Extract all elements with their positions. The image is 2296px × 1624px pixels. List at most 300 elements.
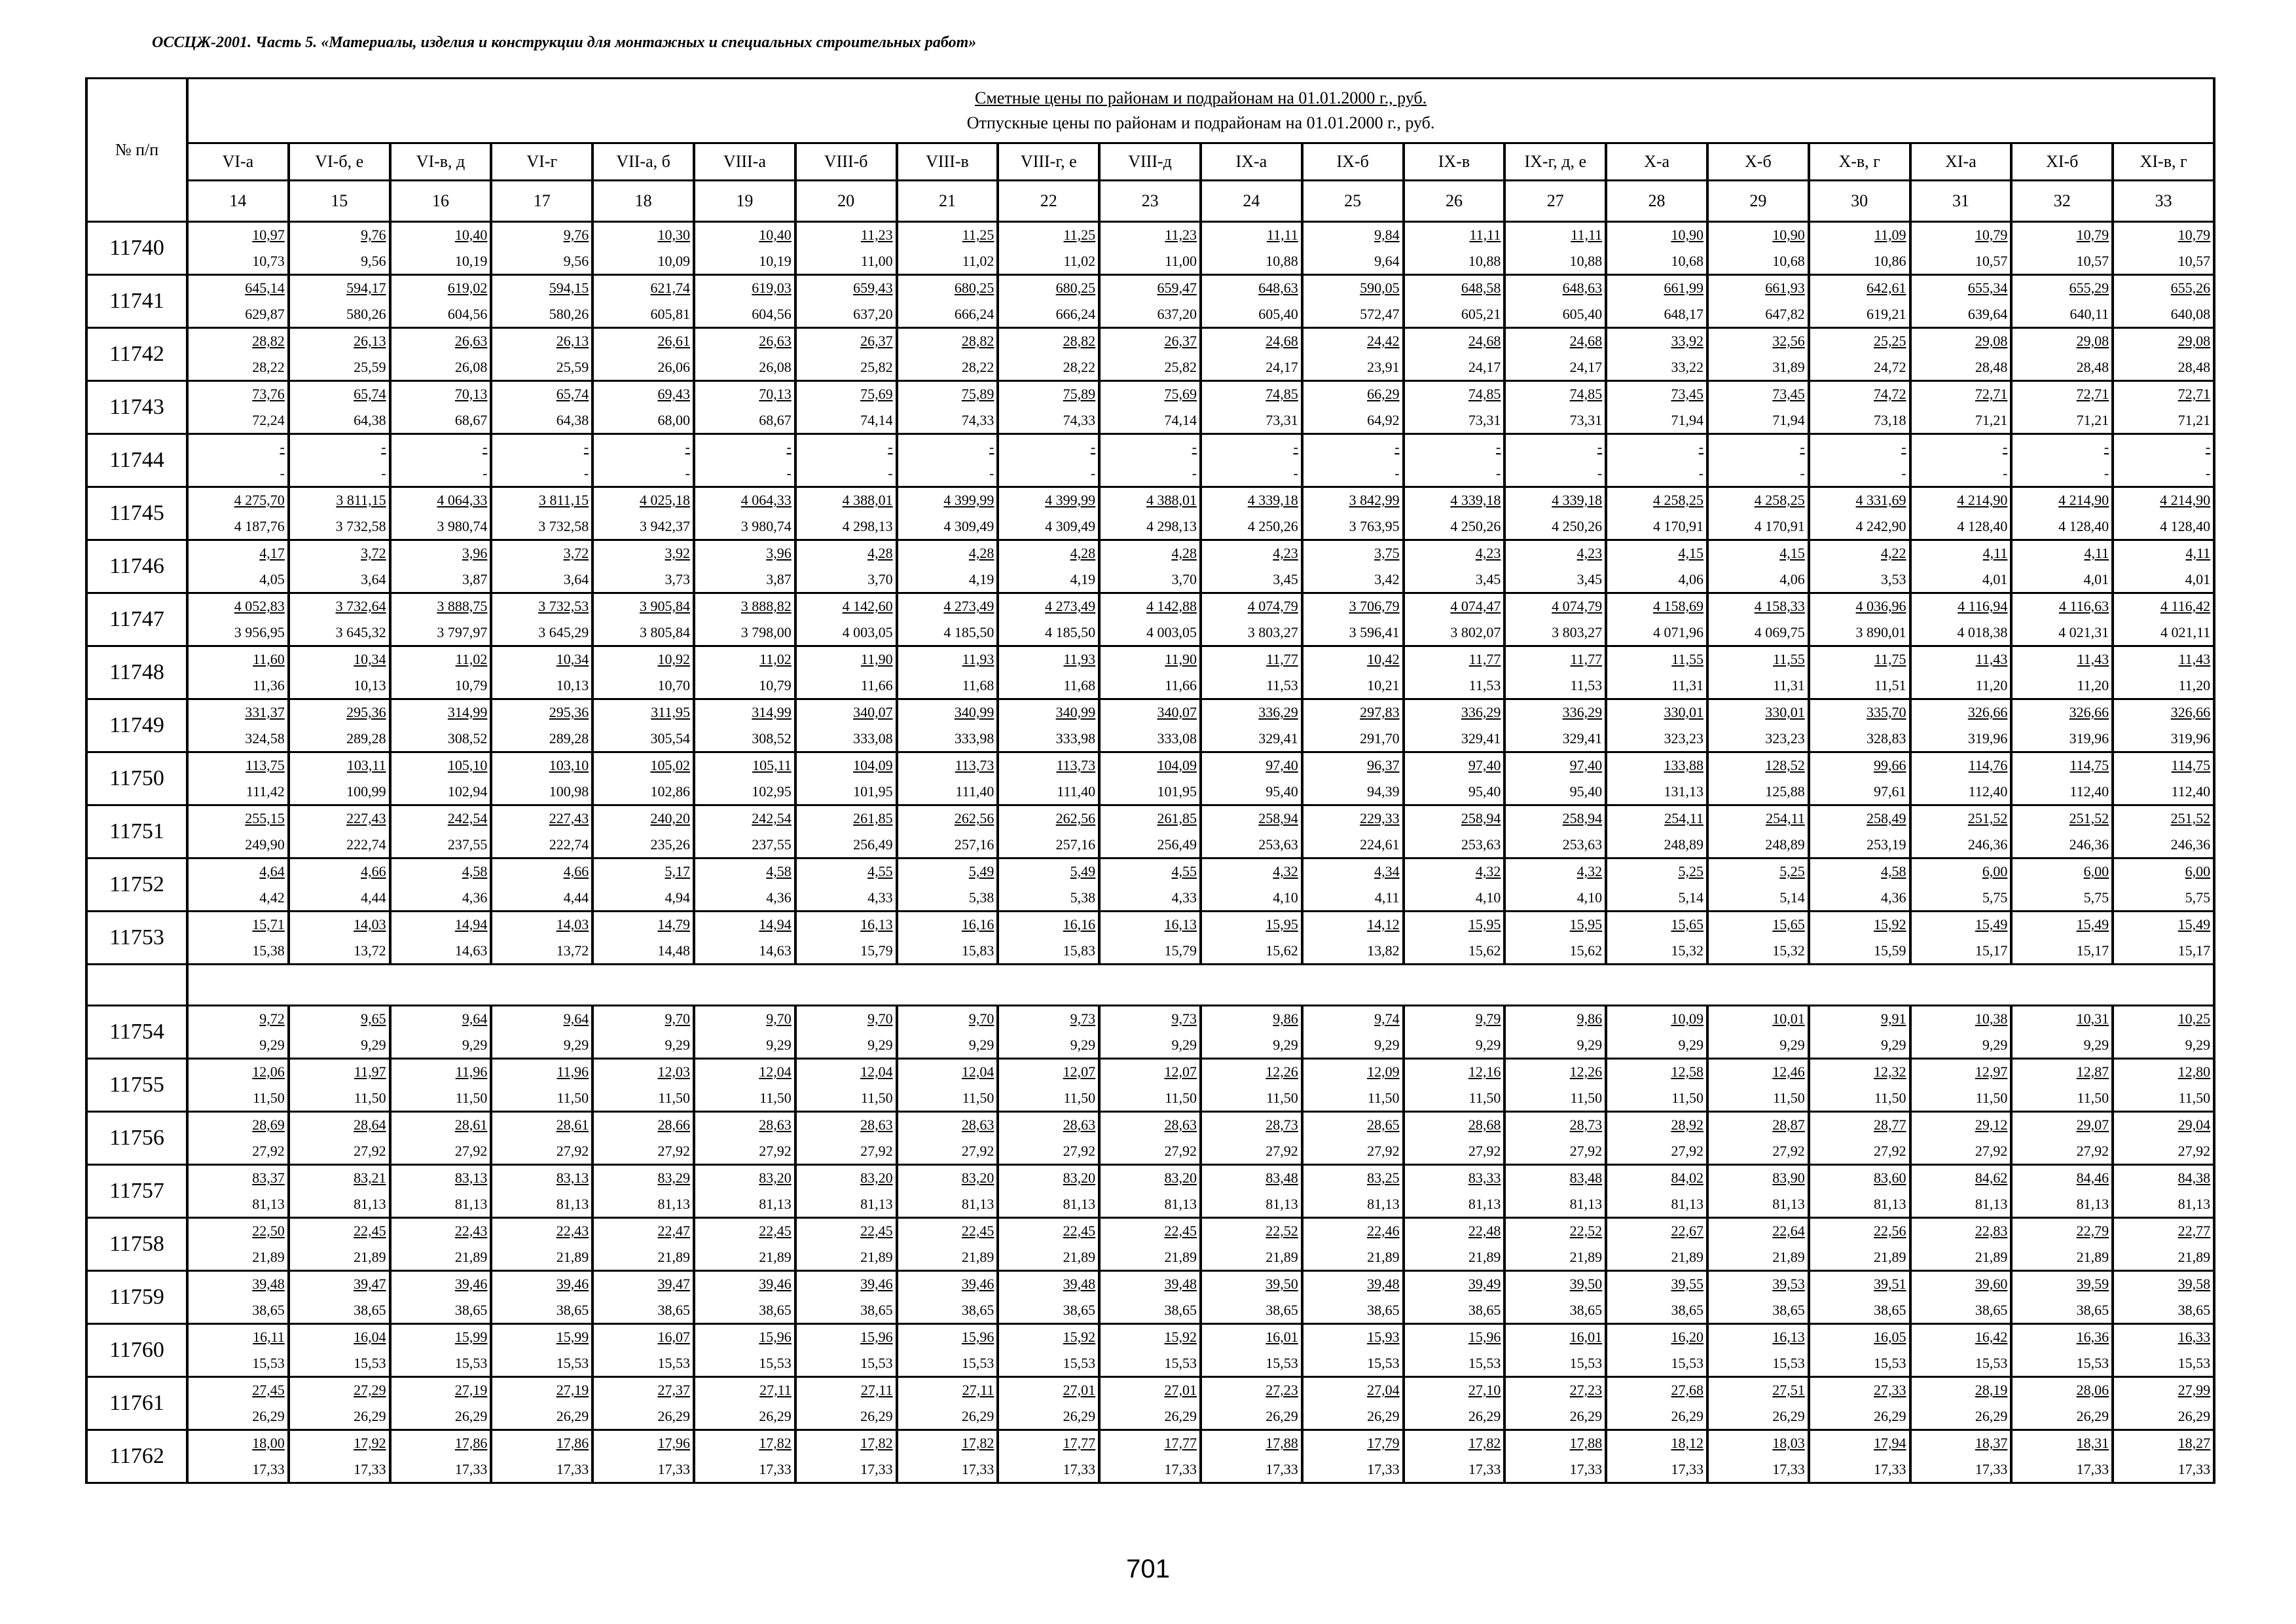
price-cell [795,487,897,540]
release-price: 10,79 [759,677,792,693]
price-cell [289,805,390,858]
release-price: 13,72 [354,942,386,959]
price-cell [1302,1112,1404,1165]
estimate-price: 4 399,99 [1045,492,1096,508]
price-cell [187,593,289,646]
price-cell [1707,752,1809,805]
estimate-price: 74,85 [1468,386,1501,402]
estimate-price: 105,11 [752,757,792,773]
release-price: 3 890,01 [1855,624,1906,640]
estimate-price: 11,96 [455,1063,488,1080]
estimate-price: 4 339,18 [1552,492,1603,508]
release-price: - [2003,465,2008,481]
price-cell [1504,1112,1606,1165]
estimate-price: 4,11 [2084,545,2109,561]
release-price: 4,11 [1374,889,1400,906]
price-cell [289,1430,390,1483]
release-price: 237,55 [752,836,792,853]
estimate-price: 83,20 [1164,1170,1197,1186]
release-price: 11,00 [1165,253,1197,269]
release-price: 605,21 [1461,306,1501,322]
estimate-price: 3,96 [766,545,792,561]
release-price: 38,65 [1164,1302,1197,1318]
price-cell [592,540,694,593]
price-cell [2011,1006,2113,1059]
estimate-price: 9,65 [361,1010,386,1027]
price-cell [795,1165,897,1218]
table-row [86,328,2214,381]
estimate-price: 105,02 [650,757,690,773]
release-price: 17,33 [860,1461,893,1477]
price-cell [491,1112,592,1165]
estimate-price: 17,94 [1874,1435,1906,1451]
release-price: 17,33 [1367,1461,1400,1477]
district-header-row [86,143,2214,181]
release-price: 3,73 [665,571,690,587]
release-price: 10,57 [2076,253,2109,269]
release-price: 11,50 [253,1090,285,1106]
release-price: 26,29 [252,1408,285,1424]
estimate-price: 330,01 [1765,704,1805,720]
price-cell [390,1112,492,1165]
price-cell [795,222,897,275]
release-price: 4 250,26 [1450,518,1501,534]
release-price: 3,70 [867,571,893,587]
estimate-price: 15,49 [2178,916,2211,932]
release-price: 38,65 [556,1302,589,1318]
estimate-price: 11,11 [1469,227,1501,243]
estimate-price: 661,93 [1765,280,1805,296]
price-cell [1606,752,1707,805]
item-code: 11746 [86,540,187,593]
estimate-price: 5,17 [665,863,690,879]
column-number: 15 [289,181,390,222]
release-price: 4,36 [462,889,488,906]
price-cell [694,1006,795,1059]
estimate-price: 27,23 [1266,1382,1298,1398]
release-price: 81,13 [657,1196,690,1212]
estimate-price: 15,92 [1874,916,1906,932]
release-price: 38,65 [657,1302,690,1318]
release-price: 11,50 [1570,1090,1603,1106]
price-cell [187,1430,289,1483]
estimate-price: 10,40 [759,227,792,243]
price-cell [289,752,390,805]
price-cell [592,912,694,965]
release-price: 4,01 [2185,571,2211,587]
estimate-price: 11,97 [354,1063,386,1080]
release-price: 4 128,40 [1957,518,2008,534]
price-cell [1404,805,1505,858]
estimate-price: 4 273,49 [1045,598,1096,614]
price-cell [1809,275,1910,328]
price-cell [1809,805,1910,858]
release-price: 11,50 [962,1090,994,1106]
estimate-price: 4 116,94 [1958,598,2008,614]
release-price: 5,14 [1678,889,1704,906]
release-price: 639,64 [1967,306,2008,322]
estimate-price: 4 074,79 [1247,598,1298,614]
estimate-price: 27,45 [252,1382,285,1398]
estimate-price: 28,82 [252,333,285,349]
price-cell [289,540,390,593]
release-price: 14,63 [759,942,792,959]
price-cell [2011,1271,2113,1324]
price-cell [1099,275,1201,328]
release-price: 319,96 [2170,730,2211,747]
estimate-price: 22,45 [1164,1223,1197,1239]
release-price: 24,72 [1874,359,1906,375]
release-price: 329,41 [1258,730,1298,747]
price-cell [592,1218,694,1271]
estimate-price: 12,04 [759,1063,792,1080]
estimate-price: - [483,439,488,455]
price-cell [390,222,492,275]
price-cell [1404,222,1505,275]
price-cell [491,222,592,275]
price-cell [390,858,492,912]
estimate-price: 258,94 [1461,810,1501,826]
table-row [86,1218,2214,1271]
estimate-price: 83,60 [1874,1170,1906,1186]
price-cell [1809,1112,1910,1165]
column-number: 30 [1809,181,1910,222]
price-cell [1504,699,1606,752]
price-cell [592,805,694,858]
item-code: 11753 [86,912,187,965]
price-cell [187,912,289,965]
estimate-price: 22,67 [1671,1223,1704,1239]
release-price: 3 596,41 [1349,624,1400,640]
price-cell [2011,912,2113,965]
estimate-price: 311,95 [651,704,690,720]
release-price: 3 645,32 [335,624,386,640]
release-price: 102,95 [752,783,792,800]
estimate-price: 27,11 [759,1382,792,1398]
release-price: 131,13 [1664,783,1704,800]
price-cell [187,275,289,328]
release-price: 640,08 [2170,306,2211,322]
release-price: 15,53 [759,1355,792,1371]
estimate-price: 659,43 [853,280,893,296]
estimate-price: 83,33 [1468,1170,1501,1186]
release-price: 15,17 [2178,942,2211,959]
price-cell [187,222,289,275]
estimate-price: 32,56 [1772,333,1805,349]
release-price: 25,59 [354,359,386,375]
release-price: - [1090,465,1096,481]
release-price: 9,29 [1171,1037,1197,1053]
price-cell [289,646,390,699]
release-price: 38,65 [1569,1302,1603,1318]
estimate-price: 10,31 [2076,1010,2109,1027]
district-header: X-в, г [1809,143,1910,181]
price-cell [592,646,694,699]
item-code: 11756 [86,1112,187,1165]
release-price: 17,33 [252,1461,285,1477]
estimate-price: - [888,439,893,455]
release-price: 3 803,27 [1247,624,1298,640]
price-cell [1809,222,1910,275]
estimate-price: 648,63 [1258,280,1298,296]
price-cell [1302,912,1404,965]
price-cell [491,328,592,381]
price-cell [187,699,289,752]
price-cell [1504,912,1606,965]
section-separator-row [86,965,2214,1006]
price-cell [897,858,998,912]
price-cell [694,858,795,912]
release-price: 4,19 [968,571,994,587]
price-cell [1809,381,1910,434]
price-cell [1910,540,2012,593]
estimate-price: 83,48 [1569,1170,1603,1186]
estimate-price: 26,37 [1164,333,1197,349]
estimate-price: 73,45 [1772,386,1805,402]
estimate-price: 17,79 [1367,1435,1400,1451]
item-code: 11744 [86,434,187,487]
price-cell [795,912,897,965]
release-price: 333,08 [853,730,893,747]
estimate-price: 258,49 [1867,810,1906,826]
estimate-price: 27,29 [354,1382,386,1398]
estimate-price: 3 732,53 [538,598,589,614]
price-cell [1099,1377,1201,1430]
estimate-price: 9,70 [968,1010,994,1027]
release-price: 14,63 [454,942,488,959]
estimate-price: 3,96 [462,545,488,561]
estimate-price: 4 116,42 [2160,598,2211,614]
price-cell [998,434,1099,487]
estimate-price: 28,63 [1164,1116,1197,1133]
release-price: 9,29 [665,1037,690,1053]
district-header: XI-а [1910,143,2012,181]
estimate-price: 11,11 [1571,227,1603,243]
release-price: 17,33 [1671,1461,1704,1477]
price-cell [1606,646,1707,699]
estimate-price: 18,00 [252,1435,285,1451]
estimate-price: 3,92 [665,545,690,561]
price-cell [694,593,795,646]
district-header: VI-б, е [289,143,390,181]
price-cell [1910,752,2012,805]
price-cell [795,752,897,805]
price-cell [1910,1059,2012,1112]
release-price: 9,29 [563,1037,589,1053]
release-price: 17,33 [454,1461,488,1477]
price-cell [2113,487,2214,540]
release-price: 21,89 [1164,1249,1197,1265]
estimate-price: 113,75 [246,757,285,773]
release-price: 101,95 [853,783,893,800]
estimate-price: 6,00 [2185,863,2211,879]
price-cell [592,593,694,646]
price-cell [2113,1218,2214,1271]
price-cell [1606,858,1707,912]
column-number: 28 [1606,181,1707,222]
release-price: 38,65 [1772,1302,1805,1318]
release-price: 21,89 [1569,1249,1603,1265]
price-cell [998,1377,1099,1430]
release-price: 81,13 [1569,1196,1603,1212]
price-cell [390,540,492,593]
release-price: 308,52 [447,730,488,747]
release-price: 21,89 [1671,1249,1704,1265]
price-cell [390,912,492,965]
estimate-price: 17,77 [1063,1435,1096,1451]
release-price: 3,70 [1171,571,1197,587]
estimate-price: 28,61 [454,1116,488,1133]
release-price: 38,65 [1468,1302,1501,1318]
price-cell [694,381,795,434]
release-price: 15,17 [2076,942,2109,959]
price-cell [289,1112,390,1165]
release-price: - [2205,465,2211,481]
release-price: 3 763,95 [1349,518,1400,534]
price-cell [1504,381,1606,434]
estimate-price: 10,09 [1671,1010,1704,1027]
release-price: 26,29 [961,1408,994,1424]
estimate-price: 11,43 [2077,651,2109,667]
estimate-price: 15,96 [1468,1329,1501,1345]
estimate-price: 12,07 [1063,1063,1096,1080]
price-cell [1201,912,1302,965]
price-cell [897,1218,998,1271]
estimate-price: 680,25 [1055,280,1096,296]
estimate-price: - [786,439,792,455]
price-cell [1809,1006,1910,1059]
price-cell [289,912,390,965]
price-cell [1302,487,1404,540]
estimate-price: 10,90 [1772,227,1805,243]
estimate-price: 4 214,90 [1957,492,2008,508]
release-price: 26,08 [759,359,792,375]
price-cell [1504,1165,1606,1218]
release-price: 27,92 [1874,1143,1906,1159]
release-price: 14,48 [657,942,690,959]
estimate-price: 84,38 [2178,1170,2211,1186]
estimate-price: 39,46 [556,1276,589,1292]
estimate-price: 73,45 [1671,386,1704,402]
price-cell [1504,434,1606,487]
table-row [86,912,2214,965]
estimate-price: 39,48 [1367,1276,1400,1292]
release-price: 13,82 [1367,942,1400,959]
district-header: X-б [1707,143,1809,181]
price-cell [1809,487,1910,540]
price-cell [795,1324,897,1377]
price-cell [1707,275,1809,328]
estimate-price: 11,25 [962,227,994,243]
release-price: 26,29 [454,1408,488,1424]
district-header: XI-б [2011,143,2113,181]
price-cell [1606,1377,1707,1430]
estimate-price: 335,70 [1867,704,1906,720]
price-cell [1707,1112,1809,1165]
price-cell [390,1059,492,1112]
release-price: 27,92 [252,1143,285,1159]
estimate-price: 4,34 [1374,863,1400,879]
release-price: 3,53 [1881,571,1906,587]
estimate-price: 39,50 [1569,1276,1603,1292]
estimate-price: 9,64 [563,1010,589,1027]
price-cell [1910,328,2012,381]
estimate-price: 66,29 [1367,386,1400,402]
price-cell [2113,646,2214,699]
release-price: 605,81 [650,306,690,322]
price-cell [2011,222,2113,275]
price-cell [1504,1006,1606,1059]
price-cell [2011,593,2113,646]
estimate-price: 22,56 [1874,1223,1906,1239]
price-cell [1809,858,1910,912]
price-cell [1201,1059,1302,1112]
price-cell [795,1006,897,1059]
item-code: 11762 [86,1430,187,1483]
item-code: 11748 [86,646,187,699]
release-price: - [1394,465,1400,481]
release-price: 81,13 [1772,1196,1805,1212]
estimate-price: 642,61 [1867,280,1906,296]
estimate-price: 4,32 [1576,863,1603,879]
release-price: 71,21 [2178,412,2211,428]
price-cell [2113,1324,2214,1377]
estimate-price: 17,77 [1164,1435,1197,1451]
estimate-price: 15,49 [2076,916,2109,932]
price-cell [897,1006,998,1059]
price-cell [187,1324,289,1377]
estimate-price: 4,32 [1273,863,1298,879]
release-price: 605,40 [1258,306,1298,322]
release-price: 11,20 [1975,677,2008,693]
price-cell [1302,222,1404,275]
release-price: 10,73 [252,253,285,269]
price-cell [491,1377,592,1430]
release-price: 4,33 [1171,889,1197,906]
estimate-price: - [1698,439,1704,455]
release-price: 222,74 [346,836,386,853]
estimate-price: 10,38 [1975,1010,2008,1027]
price-cell [1099,1271,1201,1324]
price-cell [1201,593,1302,646]
release-price: 64,38 [354,412,386,428]
estimate-price: 680,25 [954,280,994,296]
estimate-price: 29,04 [2178,1116,2211,1133]
item-code: 11741 [86,275,187,328]
price-cell [1910,1165,2012,1218]
estimate-price: 11,77 [1266,651,1298,667]
price-cell [592,1324,694,1377]
estimate-price: 39,46 [454,1276,488,1292]
release-price: 17,33 [1975,1461,2008,1477]
price-cell [1302,328,1404,381]
release-price: 4 069,75 [1754,624,1805,640]
price-cell [694,1271,795,1324]
column-number: 14 [187,181,289,222]
estimate-price: 22,83 [1975,1223,2008,1239]
release-price: 26,29 [354,1408,386,1424]
price-cell [1404,1112,1505,1165]
price-cell [1404,1324,1505,1377]
release-price: 666,24 [1055,306,1096,322]
estimate-price: 17,86 [454,1435,488,1451]
release-price: 9,29 [1678,1037,1704,1053]
estimate-price: 4 258,25 [1754,492,1805,508]
estimate-price: 4 064,33 [437,492,488,508]
estimate-price: 74,72 [1874,386,1906,402]
release-price: 21,89 [1367,1249,1400,1265]
price-cell [491,487,592,540]
